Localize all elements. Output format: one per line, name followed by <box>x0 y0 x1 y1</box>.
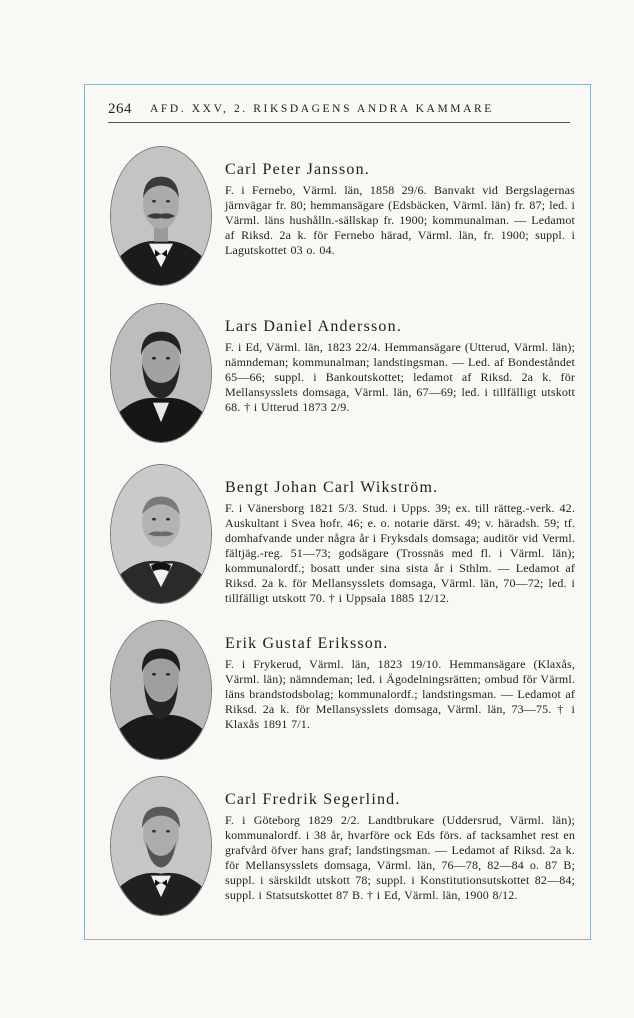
portrait-photo <box>110 464 212 604</box>
portrait-icon <box>111 304 211 442</box>
page-number: 264 <box>108 101 132 117</box>
person-name: Bengt Johan Carl Wikström. <box>225 479 439 496</box>
portrait-icon <box>111 147 211 285</box>
portrait-icon <box>111 465 211 603</box>
biography-entry <box>108 464 580 614</box>
biography-entry <box>108 146 580 296</box>
biography-entry <box>108 776 580 926</box>
biography-text-block <box>225 634 575 732</box>
biography-text-block <box>225 478 575 606</box>
biography-entry <box>108 620 580 770</box>
person-name: Carl Fredrik Segerlind. <box>225 791 401 808</box>
biography-text: F. i Frykerud, Värml. län, 1823 19/10. Hemmansägare (Klaxås, Värml. län); nämndeman; led. i Ägodelningsrätten; ombud för Värml. läns brandstodsbolag; kommunalordf.; landstingsman. — Ledamot af Riksd. 2a k. för Mellansysslets domsaga, Värml. län, 73—75. † i Klaxås 1891 7/1. <box>225 657 575 731</box>
portrait-photo <box>110 303 212 443</box>
running-head <box>108 101 570 123</box>
person-name: Erik Gustaf Eriksson. <box>225 635 389 652</box>
biography-entry <box>108 303 580 453</box>
biography-text: F. i Ed, Värml. län, 1823 22/4. Hemmansägare (Utterud, Värml. län); nämndeman; kommunalman; landstingsman. — Led. af Bondeståndet 65—66; suppl. i Bankoutskottet; ledamot af Riksd. 2a k. för Mellansysslets domsaga, Värml. län, 67—69; led. i tillfälligt utskott 68. † i Utterud 1873 2/9. <box>225 340 575 414</box>
person-name: Lars Daniel Andersson. <box>225 318 403 335</box>
portrait-photo <box>110 776 212 916</box>
person-name: Carl Peter Jansson. <box>225 161 371 178</box>
biography-text: F. i Fernebo, Värml. län, 1858 29/6. Banvakt vid Bergslagernas järnvägar fr. 80; hemmansägare (Edsbäcken, Värml. län) fr. 87; led. i Värml. läns hushålln.-sällskap fr. 1900; kommunalman. — Ledamot af Riksd. 2a k. för Fernebo härad, Värml. län, fr. 1900; suppl. i Lagutskottet 03 o. 04. <box>225 183 575 257</box>
portrait-photo <box>110 620 212 760</box>
portrait-icon <box>111 621 211 759</box>
biography-text-block <box>225 160 575 258</box>
biography-text-block <box>225 317 575 415</box>
biography-text: F. i Vänersborg 1821 5/3. Stud. i Upps. 39; ex. till rätteg.-verk. 42. Auskultant i Svea hofr. 46; e. o. notarie därst. 49; v. häradsh. 59; tf. domhafvande under några år i Fryksdals domsaga; auditör vid Verml. fältjäg.-reg. 51—73; godsägare (Trossnäs med fl. i Värml. län); kommunalordf.; bosatt under sina sista år i Sthlm. — Ledamot af Riksd. 2a k. för Mellansysslets domsaga, Värml. län, 70—72; led. i tillfälligt utskott 70. † i Uppsala 1885 12/12. <box>225 501 575 605</box>
running-head-title: AFD. XXV, 2. RIKSDAGENS ANDRA KAMMARE <box>150 103 494 115</box>
biography-text: F. i Göteborg 1829 2/2. Landtbrukare (Uddersrud, Värml. län); kommunalordf. i 38 år, hvarföre ock Eds förs. af tacksamhet rest en grafvård öfver hans graf; landstingsman. — Ledamot af Riksd. 2a k. för Mellansysslets domsaga, Värml. län, 76—78, 82—84 o. 87 B; suppl. i särskildt utskott 78; suppl. i Konstitutionsutskottet 82—84; suppl. i Statsutskottet 87 B. † i Ed, Värml. län, 1900 8/12. <box>225 813 575 902</box>
portrait-photo <box>110 146 212 286</box>
biography-text-block <box>225 790 575 903</box>
portrait-icon <box>111 777 211 915</box>
